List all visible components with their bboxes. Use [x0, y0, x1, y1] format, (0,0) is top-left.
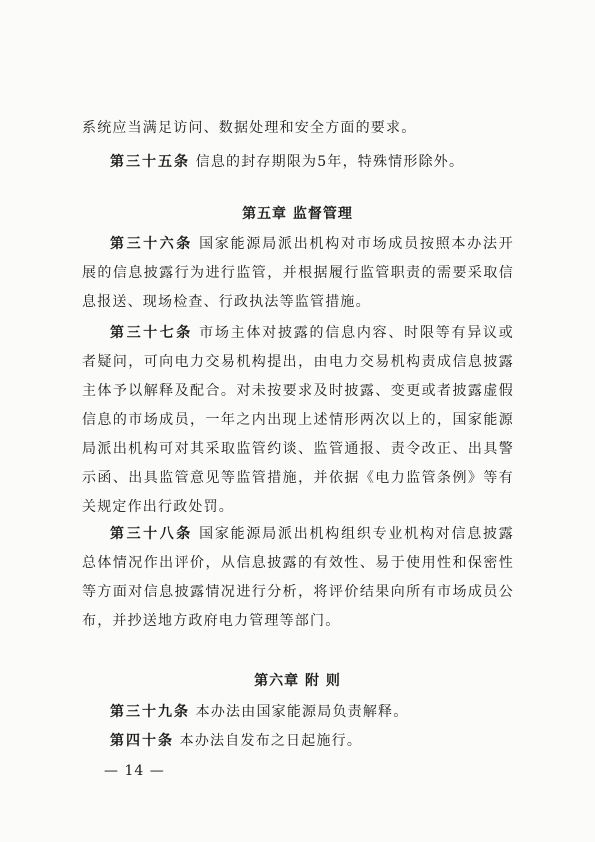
article-label: 第三十九条: [110, 704, 190, 720]
continued-paragraph: [82, 114, 514, 143]
article-label: 第三十六条: [110, 236, 193, 252]
chapter-6-heading: 第六章 附 则: [254, 673, 341, 689]
article-text: 国家能源局派出机构对市场成员按照本办法开展的信息披露行为进行监管，并根据履行监管职责的需要采取信息报送、现场检查、行政执法等监管措施。: [82, 236, 515, 310]
chapter-5-heading: 第五章 监督管理: [242, 206, 353, 222]
page-number: — 14 —: [104, 763, 165, 779]
article-text: 国家能源局派出机构组织专业机构对信息披露总体情况作出评价，从信息披露的有效性、易于使用性和保密性等方面对信息披露情况进行分析，将评价结果向所有市场成员公布，并抄送地方政府电力管理等部门。: [82, 526, 515, 629]
article-40: [82, 727, 514, 756]
article-37: [82, 319, 514, 522]
article-38: [82, 520, 514, 636]
article-text: 市场主体对披露的信息内容、时限等有异议或者疑问，可向电力交易机构提出，由电力交易机构责成信息披露主体予以解释及配合。对未按要求及时披露、变更或者披露虚假信息的市场成员，一年之内出现上述情形两次以上的，国家能源局派出机构可对其采取监管约谈、监管通报、责令改正、出具警示函、出具监管意见等监管措施，并依据《电力监管条例》等有关规定作出行政处罚。: [82, 325, 515, 515]
article-label: 第三十五条: [110, 154, 190, 170]
article-35: [82, 148, 514, 177]
article-text: 本办法自发布之日起施行。: [179, 733, 363, 749]
article-text: 本办法由国家能源局负责解释。: [195, 704, 409, 720]
article-label: 第三十八条: [110, 526, 193, 542]
article-text: 信息的封存期限为5年，特殊情形除外。: [195, 154, 465, 170]
article-39: [82, 698, 514, 727]
paragraph-text: 系统应当满足访问、数据处理和安全方面的要求。: [82, 120, 417, 136]
article-label: 第三十七条: [110, 325, 193, 341]
article-36: [82, 230, 514, 317]
article-label: 第四十条: [110, 733, 174, 749]
